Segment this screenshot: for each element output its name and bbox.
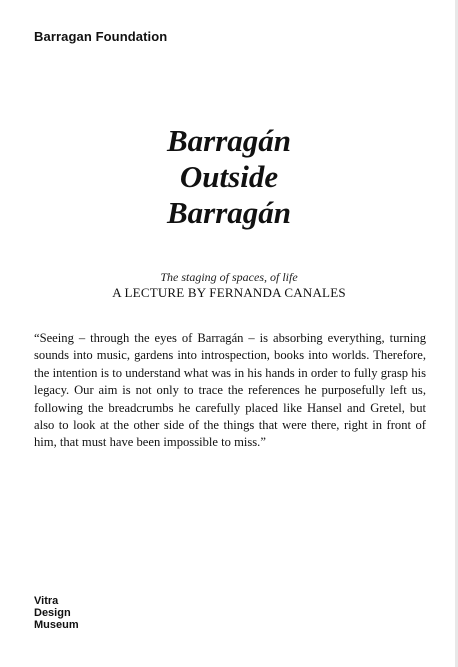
title-line-1: Barragán [166, 123, 292, 158]
book-title [0, 123, 458, 231]
publisher-name: Barragan Foundation [34, 29, 168, 44]
title-line-3: Barragán [166, 195, 292, 230]
museum-line-2: Design [34, 607, 71, 619]
museum-line-1: Vitra [34, 595, 59, 607]
subtitle: The staging of spaces, of life [160, 270, 298, 284]
title-line-2: Outside [179, 159, 279, 194]
lecture-author-line: A LECTURE BY FERNANDA CANALES [112, 285, 346, 300]
museum-line-3: Museum [34, 619, 79, 631]
museum-logo [34, 595, 79, 631]
cover-quote: “Seeing – through the eyes of Barragán – is absorbing everything, turning sounds into music, gardens into introspection, books into worlds. Therefore, the intention is to understand what was in his hands in order to fully grasp his legacy. Our aim is not only to trace the references he purposefully left us, following the breadcrumbs he carefully placed like Hansel and Gretel, but also to look at the other side of the things that were there, right in front of him, that must have been impossible to miss.” [34, 331, 426, 450]
